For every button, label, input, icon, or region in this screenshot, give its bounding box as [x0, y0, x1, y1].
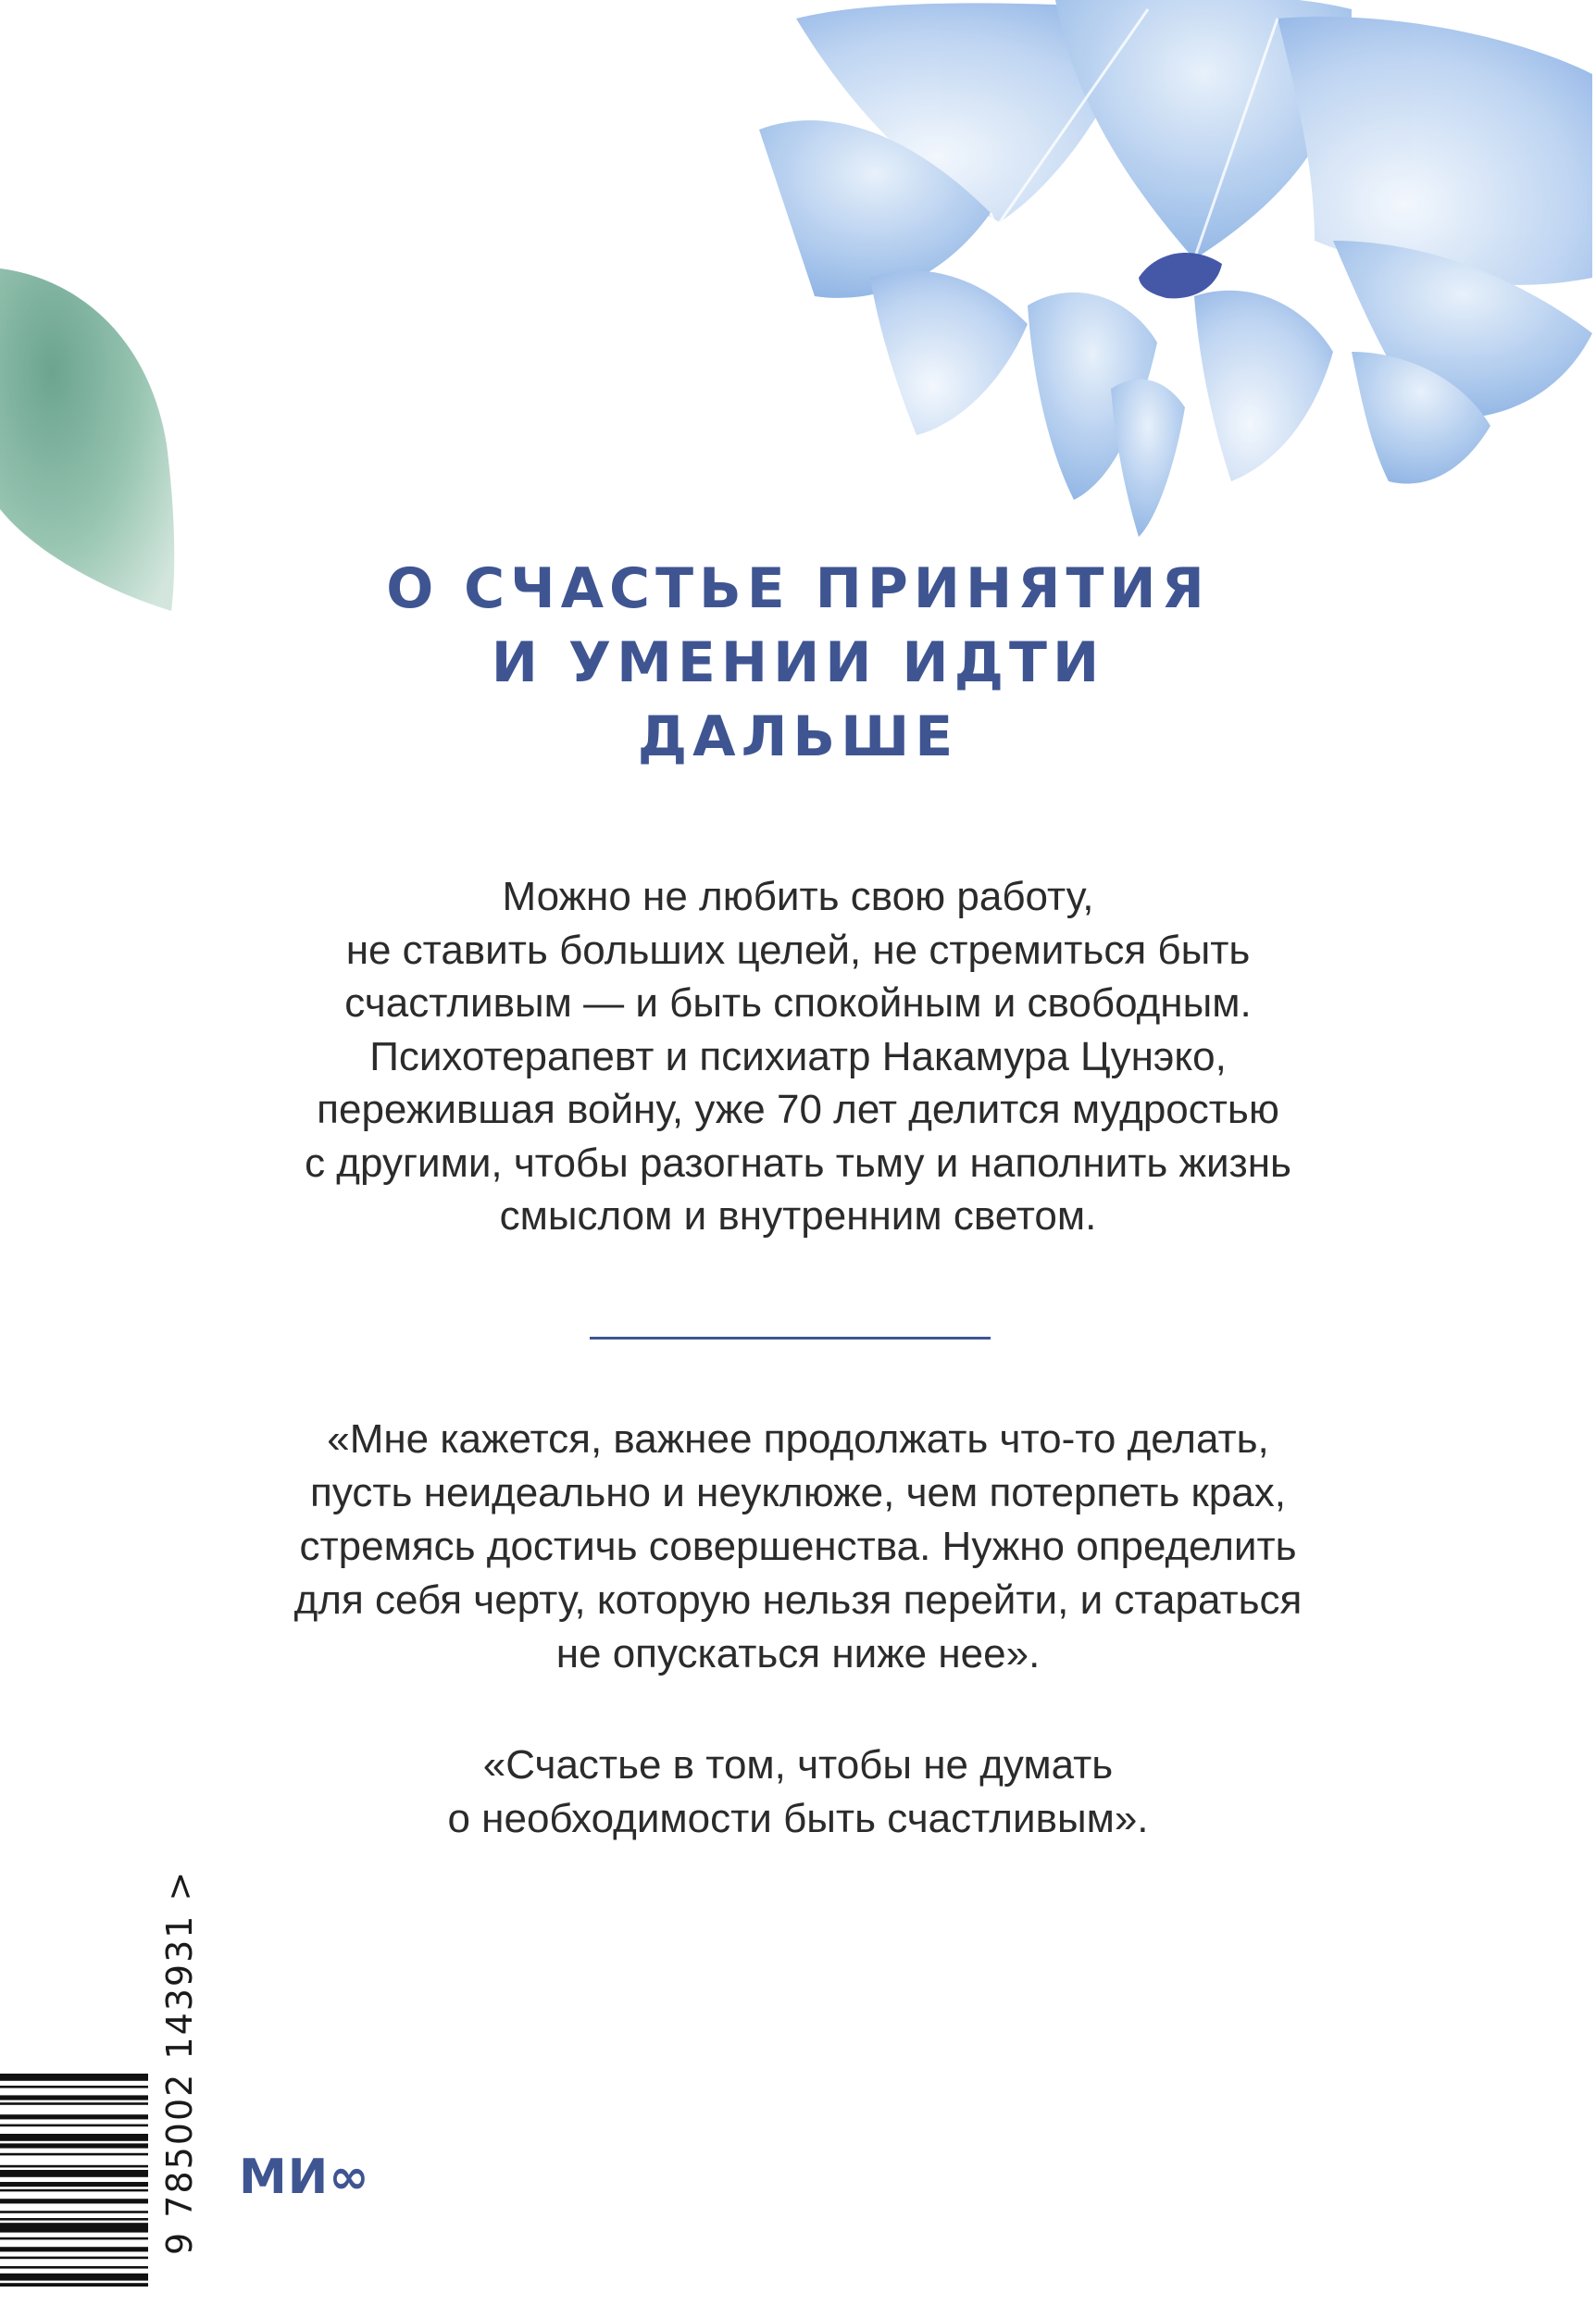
barcode-bar: [0, 2211, 148, 2213]
barcode-bar: [0, 2134, 148, 2141]
barcode-bar: [0, 2086, 148, 2088]
description-line: с другими, чтобы разогнать тьму и наполнить жизнь: [305, 1140, 1291, 1186]
book-description: [196, 870, 1400, 1243]
barcode-bar: [0, 2189, 148, 2192]
barcode-bar: [0, 2165, 148, 2168]
quote-line: пусть неидеально и неуклюже, чем потерпеть крах,: [310, 1470, 1286, 1515]
barcode-bar: [0, 2247, 148, 2251]
barcode-bar: [0, 2274, 148, 2281]
description-line: смыслом и внутренним светом.: [499, 1193, 1097, 1239]
description-line: не ставить больших целей, не стремиться быть: [345, 927, 1251, 973]
barcode-bar: [0, 2283, 148, 2287]
isbn-number: 9 785002 143931 >: [159, 1869, 200, 2255]
description-line: пережившая войну, уже 70 лет делится мудростью: [317, 1087, 1279, 1132]
description-line: Психотерапевт и психиатр Накамура Цунэко,: [369, 1033, 1227, 1079]
barcode-bar: [0, 2074, 148, 2081]
barcode-bar: [0, 2143, 148, 2148]
barcode-bar: [0, 2102, 148, 2105]
description-line: Можно не любить свою работу,: [502, 874, 1094, 919]
barcode-bar: [0, 2223, 148, 2232]
quote-line: «Счастье в том, чтобы не думать: [482, 1742, 1114, 1788]
quote-line: для себя черту, которую нельзя перейти, и стараться: [293, 1577, 1303, 1623]
watercolor-leaf-illustration: [0, 259, 185, 629]
barcode-bar: [0, 2153, 148, 2156]
barcode-bar: [0, 2257, 148, 2260]
publisher-logo: МИ∞: [239, 2150, 370, 2205]
barcode-bar: [0, 2218, 148, 2221]
description-line: счастливым — и быть спокойным и свободным.: [344, 980, 1252, 1026]
quote-line: о необходимости быть счастливым».: [447, 1796, 1149, 1841]
title-line: И УМЕНИИ ИДТИ: [491, 630, 1105, 695]
quote-line: стремясь достичь совершенства. Нужно определить: [299, 1524, 1297, 1569]
quote-line: не опускаться ниже нее».: [555, 1631, 1041, 1676]
barcode-bar: [0, 2199, 148, 2203]
watercolor-flower-illustration: [759, 0, 1596, 555]
title-line: О СЧАСТЬЕ ПРИНЯТИЯ: [386, 556, 1210, 621]
barcode-bar: [0, 2114, 148, 2119]
author-quote-2: [196, 1738, 1400, 1846]
title-line: ДАЛЬШЕ: [637, 704, 959, 769]
barcode-bar: [0, 2237, 148, 2240]
cover-title: [243, 552, 1353, 774]
section-divider: [590, 1337, 991, 1340]
quote-line: «Мне кажется, важнее продолжать что-то делать,: [327, 1416, 1269, 1462]
barcode-bar: [0, 2182, 148, 2187]
barcode-bar: [0, 2125, 148, 2127]
barcode-bar: [0, 2170, 148, 2177]
author-quote-1: [196, 1413, 1400, 1681]
barcode-bar: [0, 2095, 148, 2100]
barcode-bar: [0, 2266, 148, 2269]
